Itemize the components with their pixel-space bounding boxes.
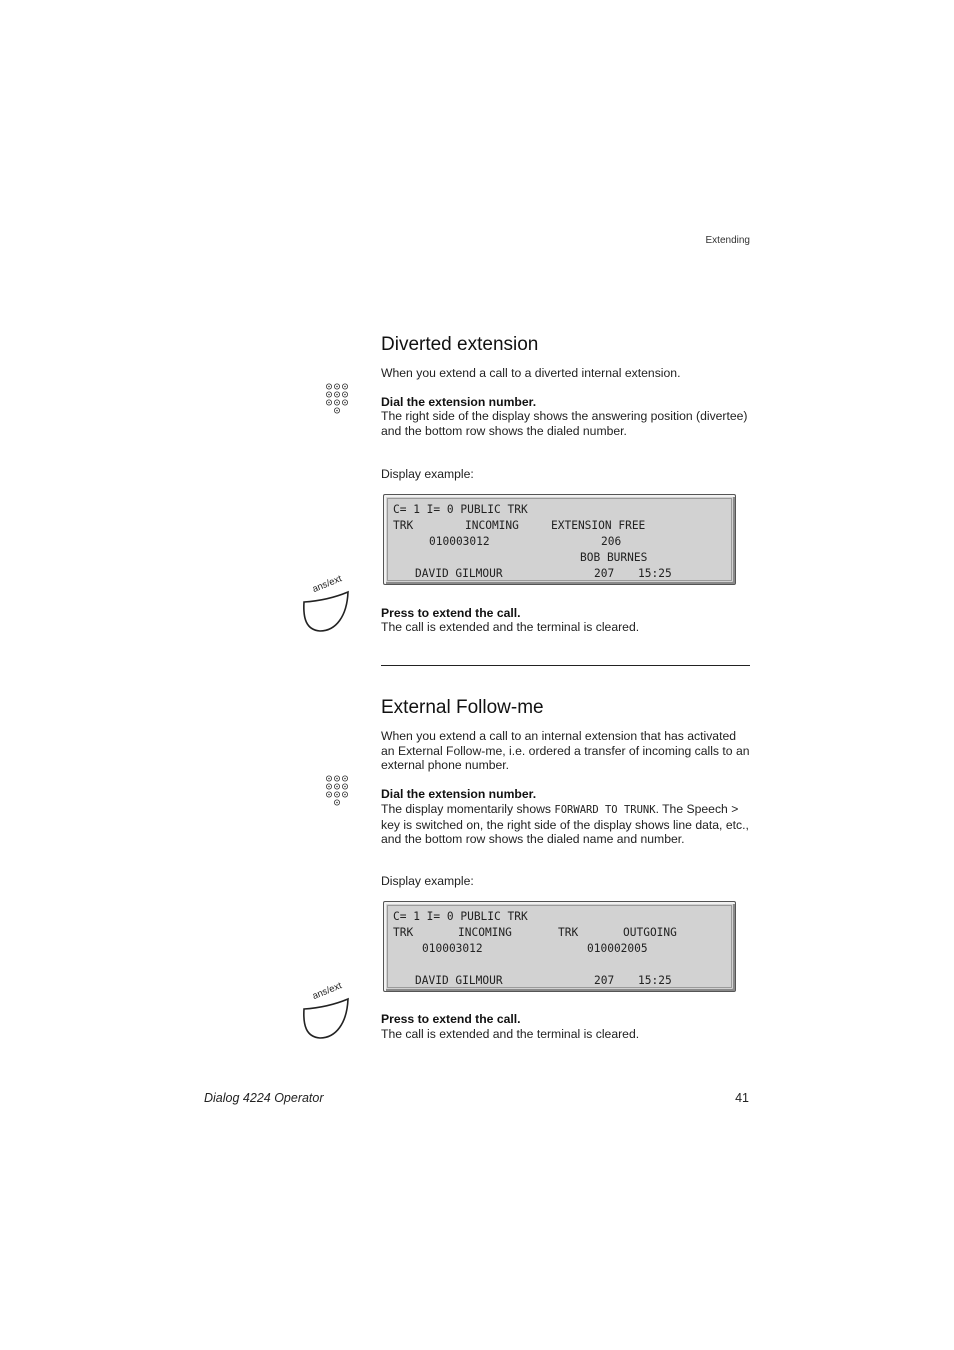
lcd-incoming: INCOMING bbox=[465, 519, 519, 532]
lcd-calling-number: 010003012 bbox=[429, 535, 490, 548]
lcd-calling-number: 010003012 bbox=[422, 942, 483, 955]
lcd-incoming: INCOMING bbox=[458, 926, 512, 939]
ans-ext-key-icon bbox=[300, 995, 352, 1041]
lcd-trk-right: TRK bbox=[558, 926, 579, 939]
lcd-line-1: C= 1 I= 0 PUBLIC TRK bbox=[393, 910, 528, 923]
display-example-1 bbox=[383, 494, 736, 585]
step1-text-part-a: The display momentarily shows bbox=[381, 802, 555, 816]
lcd-external-number: 010002005 bbox=[587, 942, 648, 955]
section2-step2-title: Press to extend the call. bbox=[381, 1012, 521, 1026]
section2-intro: When you extend a call to an internal extension that has activated an External Follow-me, i.e. ordered a transfer of incoming calls to an external phone number. bbox=[381, 729, 750, 772]
lcd-time: 15:25 bbox=[638, 567, 672, 580]
running-header: Extending bbox=[705, 235, 750, 246]
lcd-divertee-name: BOB BURNES bbox=[580, 551, 648, 564]
section1-display-label: Display example: bbox=[381, 467, 474, 481]
section1-step1-text: The right side of the display shows the answering position (divertee) and the bottom row shows the dialed number. bbox=[381, 409, 748, 438]
lcd-trk: TRK bbox=[393, 926, 414, 939]
section2-step1-title: Dial the extension number. bbox=[381, 787, 537, 801]
page-number: 41 bbox=[735, 1091, 749, 1105]
section1-step2-title: Press to extend the call. bbox=[381, 606, 521, 620]
section1-intro: When you extend a call to a diverted internal extension. bbox=[381, 366, 681, 380]
display-example-2 bbox=[383, 901, 736, 992]
section2-display-label: Display example: bbox=[381, 874, 474, 888]
keypad-icon bbox=[325, 383, 351, 417]
lcd-extension-free: EXTENSION FREE bbox=[551, 519, 646, 532]
lcd-dialed-number: 207 bbox=[594, 974, 615, 987]
footer-product-name: Dialog 4224 Operator bbox=[204, 1091, 324, 1105]
lcd-dialed-number: 207 bbox=[594, 567, 615, 580]
forward-to-trunk-text: FORWARD TO TRUNK bbox=[554, 804, 656, 816]
lcd-time: 15:25 bbox=[638, 974, 672, 987]
section-divider bbox=[381, 665, 750, 666]
ans-ext-key-icon bbox=[300, 588, 352, 634]
lcd-outgoing: OUTGOING bbox=[623, 926, 677, 939]
lcd-divertee-number: 206 bbox=[601, 535, 622, 548]
ans-ext-key-label: ans/ext bbox=[310, 980, 344, 1002]
ans-ext-key-label: ans/ext bbox=[310, 573, 344, 595]
step1-text-part-b: . The Speech > key is switched on, the right side of the display shows line data, etc., and the bottom row shows the dialed name and number. bbox=[381, 802, 749, 846]
section-title-external-follow-me: External Follow-me bbox=[381, 697, 544, 718]
lcd-line-1: C= 1 I= 0 PUBLIC TRK bbox=[393, 503, 528, 516]
section1-step1-title: Dial the extension number. bbox=[381, 395, 537, 409]
lcd-caller-name: DAVID GILMOUR bbox=[415, 567, 503, 580]
section-title-diverted-extension: Diverted extension bbox=[381, 334, 539, 355]
lcd-caller-name: DAVID GILMOUR bbox=[415, 974, 503, 987]
section1-step2-text: The call is extended and the terminal is cleared. bbox=[381, 620, 640, 634]
section2-step1-text bbox=[381, 802, 751, 847]
section2-step2-text: The call is extended and the terminal is cleared. bbox=[381, 1027, 640, 1041]
keypad-icon bbox=[325, 775, 351, 809]
lcd-trk: TRK bbox=[393, 519, 414, 532]
